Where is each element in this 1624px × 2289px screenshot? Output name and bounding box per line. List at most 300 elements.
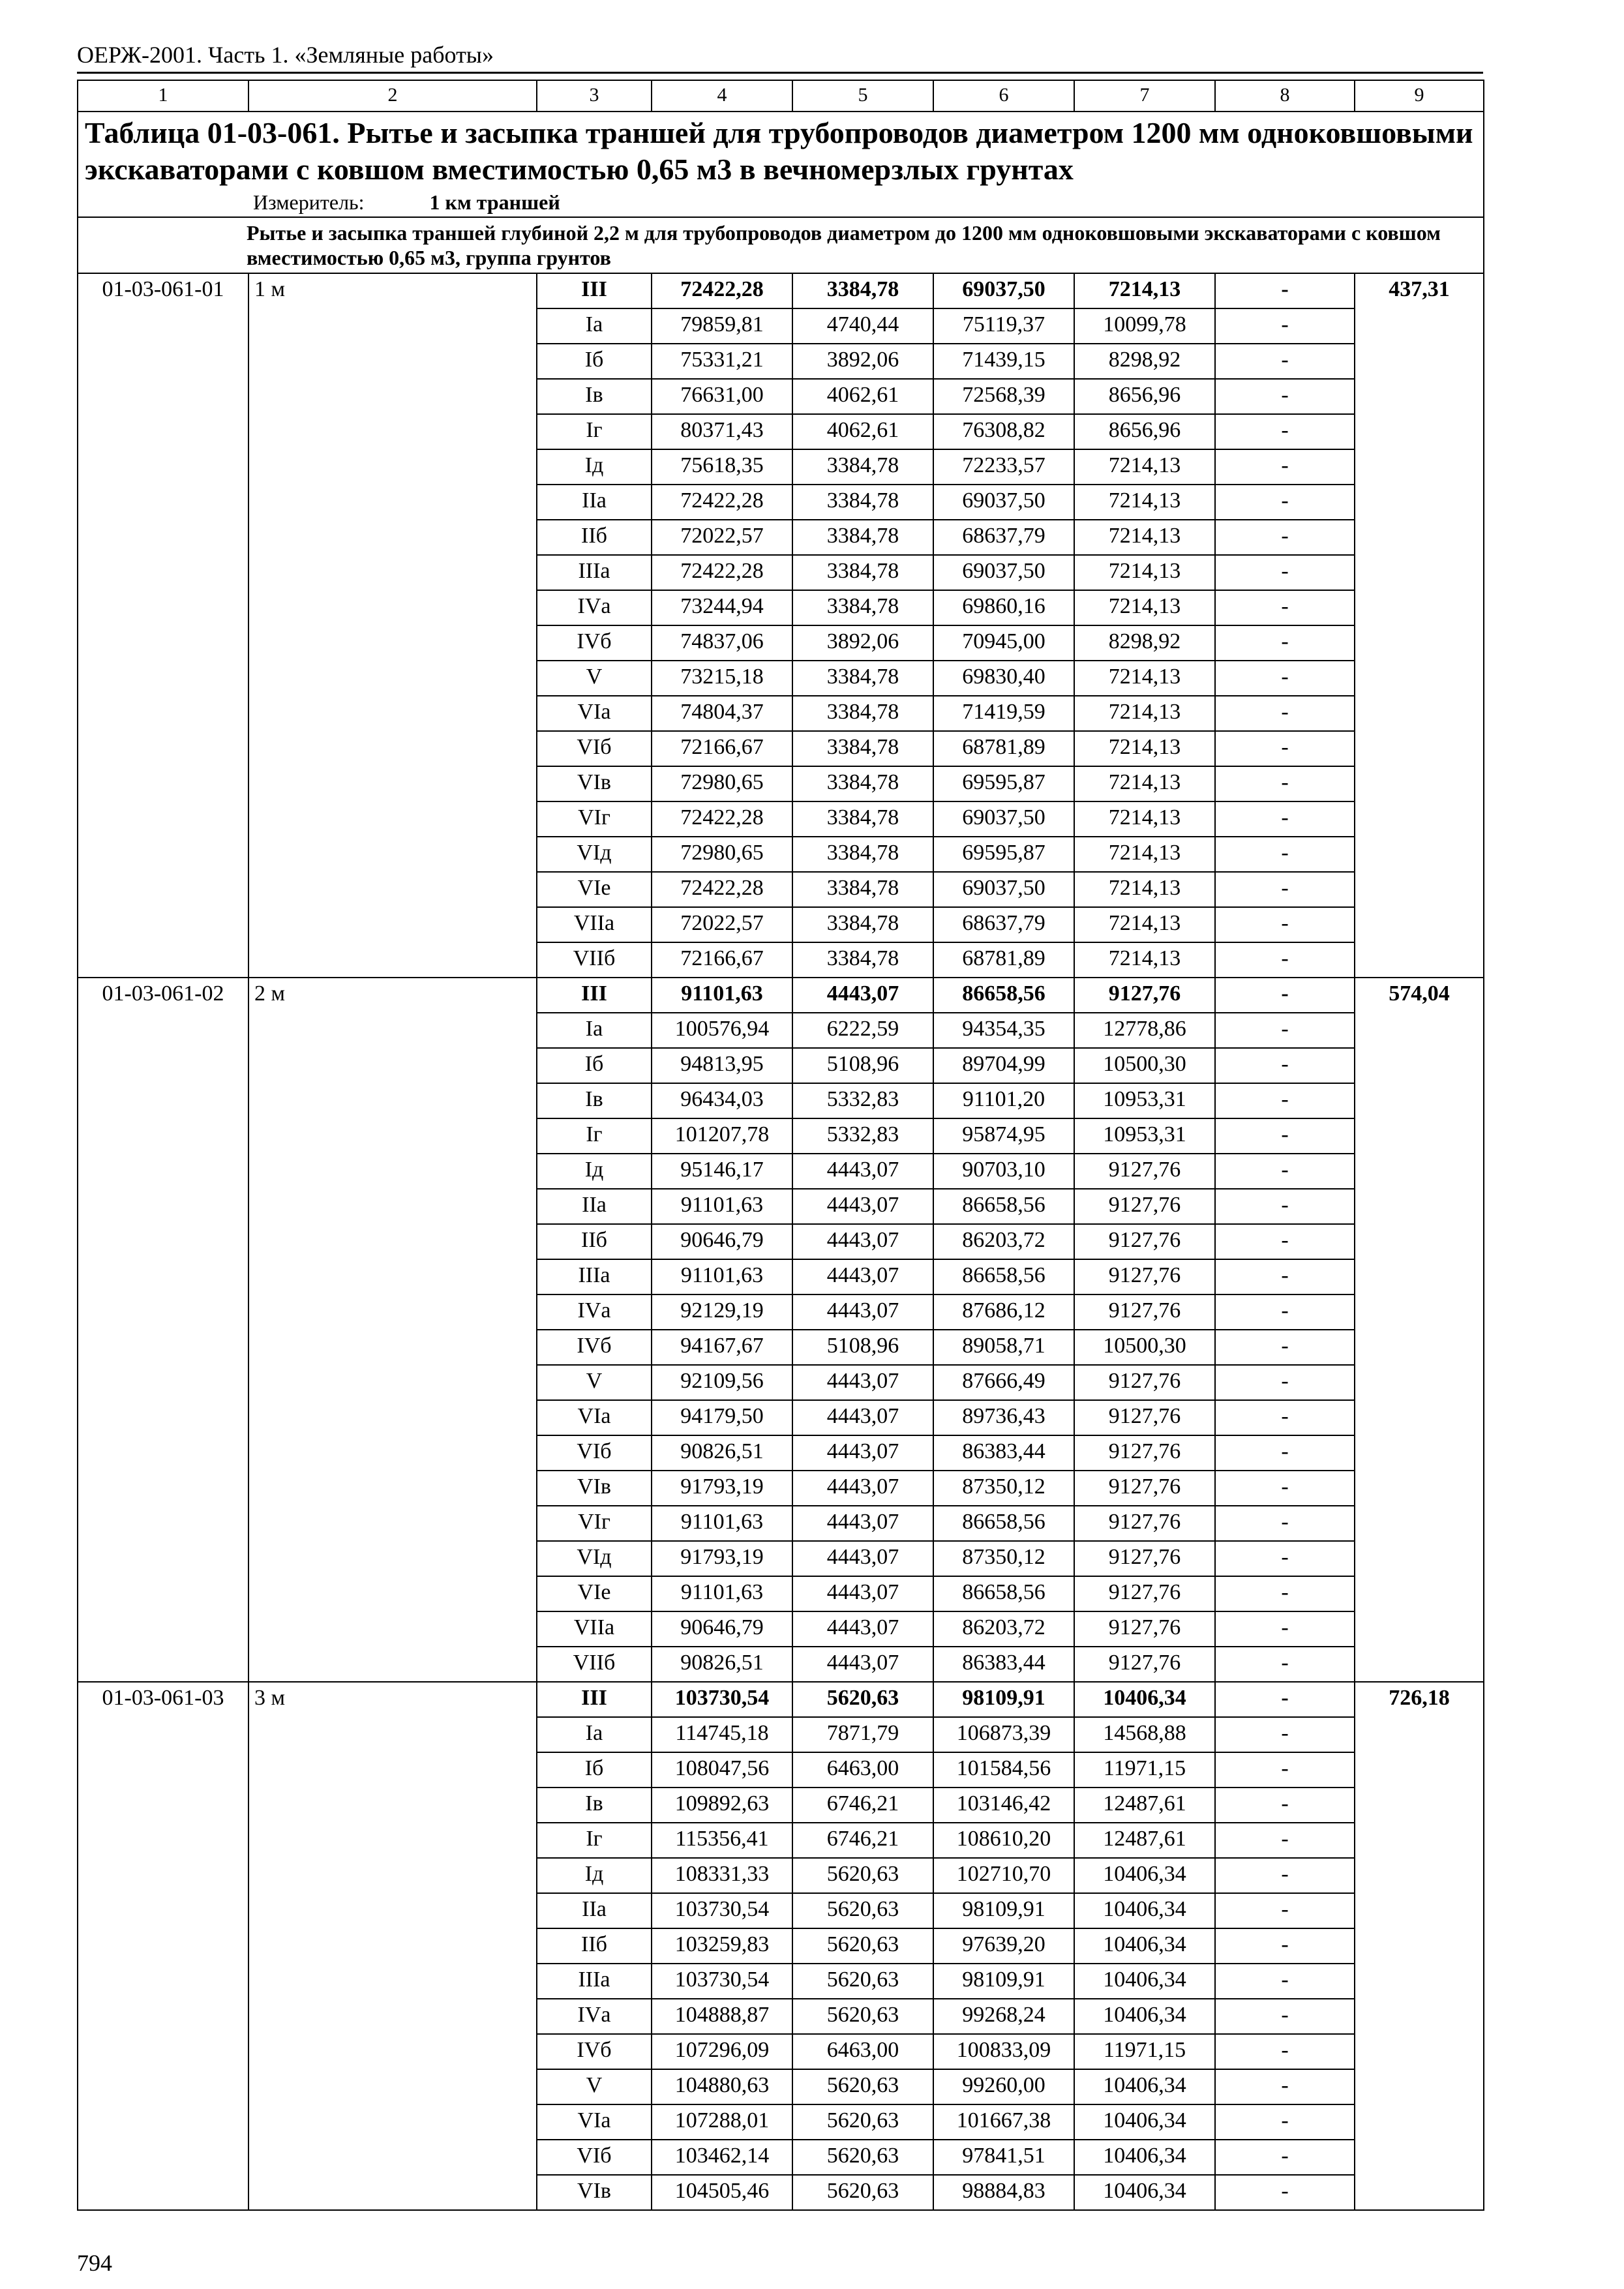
operator-wages: 10406,34 (1074, 2175, 1215, 2210)
machine-cost: 69860,16 (933, 590, 1074, 625)
operator-wages: 7214,13 (1074, 520, 1215, 555)
materials-cost: - (1215, 1893, 1355, 1928)
materials-cost: - (1215, 344, 1355, 379)
column-number: 6 (933, 80, 1074, 112)
machine-cost: 68637,79 (933, 907, 1074, 942)
soil-group: Iг (537, 414, 652, 449)
page-number: 794 (77, 2250, 112, 2276)
operator-wages: 9127,76 (1074, 1259, 1215, 1294)
operator-wages: 10406,34 (1074, 2104, 1215, 2140)
labor-cost: 3384,78 (792, 837, 933, 872)
direct-cost: 91101,63 (652, 1189, 792, 1224)
labor-cost: 5108,96 (792, 1330, 933, 1365)
table-subtitle: Рытье и засыпка траншей глубиной 2,2 м для трубопроводов диаметром до 1200 мм одноковшовыми экскаваторами с ковшом вместимостью 0,65 м3, группа грунтов (78, 217, 1484, 273)
labor-cost: 4443,07 (792, 1506, 933, 1541)
operator-wages: 10099,78 (1074, 308, 1215, 344)
materials-cost: - (1215, 1611, 1355, 1647)
direct-cost: 72422,28 (652, 801, 792, 837)
operator-wages: 9127,76 (1074, 1294, 1215, 1330)
operator-wages: 10406,34 (1074, 1682, 1215, 1717)
operator-wages: 8298,92 (1074, 344, 1215, 379)
direct-cost: 103730,54 (652, 1893, 792, 1928)
machine-cost: 86383,44 (933, 1435, 1074, 1471)
direct-cost: 103730,54 (652, 1682, 792, 1717)
operator-wages: 10406,34 (1074, 1999, 1215, 2034)
materials-cost: - (1215, 2175, 1355, 2210)
direct-cost: 90646,79 (652, 1224, 792, 1259)
machine-cost: 101584,56 (933, 1752, 1074, 1788)
operator-wages: 10406,34 (1074, 2069, 1215, 2104)
machine-cost: 68781,89 (933, 942, 1074, 978)
operator-wages: 7214,13 (1074, 555, 1215, 590)
operator-wages: 10406,34 (1074, 1964, 1215, 1999)
operator-wages: 14568,88 (1074, 1717, 1215, 1752)
column-number: 7 (1074, 80, 1215, 112)
direct-cost: 76631,00 (652, 379, 792, 414)
unit-label: Измеритель: (253, 190, 365, 214)
machine-cost: 69595,87 (933, 766, 1074, 801)
soil-group: IIа (537, 485, 652, 520)
column-number: 1 (78, 80, 248, 112)
soil-group: Iг (537, 1118, 652, 1154)
soil-group: III (537, 978, 652, 1013)
operator-wages: 9127,76 (1074, 1541, 1215, 1576)
machine-cost: 102710,70 (933, 1858, 1074, 1893)
direct-cost: 74804,37 (652, 696, 792, 731)
materials-cost: - (1215, 449, 1355, 485)
operator-wages: 7214,13 (1074, 485, 1215, 520)
soil-group: IIб (537, 520, 652, 555)
machine-cost: 89058,71 (933, 1330, 1074, 1365)
direct-cost: 74837,06 (652, 625, 792, 661)
materials-cost: - (1215, 1330, 1355, 1365)
soil-group: VIIб (537, 942, 652, 978)
labor-cost: 7871,79 (792, 1717, 933, 1752)
labor-hours-total: 726,18 (1355, 1682, 1484, 2210)
soil-group: VIа (537, 696, 652, 731)
soil-group: V (537, 2069, 652, 2104)
materials-cost: - (1215, 978, 1355, 1013)
trench-depth: 2 м (248, 978, 537, 1682)
machine-cost: 98109,91 (933, 1682, 1074, 1717)
soil-group: VIIа (537, 907, 652, 942)
direct-cost: 107296,09 (652, 2034, 792, 2069)
labor-cost: 5332,83 (792, 1083, 933, 1118)
labor-cost: 4443,07 (792, 1576, 933, 1611)
machine-cost: 98884,83 (933, 2175, 1074, 2210)
direct-cost: 75618,35 (652, 449, 792, 485)
direct-cost: 91101,63 (652, 1576, 792, 1611)
direct-cost: 91101,63 (652, 978, 792, 1013)
materials-cost: - (1215, 1647, 1355, 1682)
operator-wages: 7214,13 (1074, 907, 1215, 942)
direct-cost: 72166,67 (652, 942, 792, 978)
operator-wages: 9127,76 (1074, 1154, 1215, 1189)
labor-cost: 5108,96 (792, 1048, 933, 1083)
machine-cost: 86383,44 (933, 1647, 1074, 1682)
labor-cost: 4443,07 (792, 1154, 933, 1189)
labor-cost: 3384,78 (792, 661, 933, 696)
soil-group: IIIа (537, 1259, 652, 1294)
materials-cost: - (1215, 1506, 1355, 1541)
soil-group: IIа (537, 1189, 652, 1224)
direct-cost: 72422,28 (652, 555, 792, 590)
column-number: 5 (792, 80, 933, 112)
materials-cost: - (1215, 1541, 1355, 1576)
labor-cost: 3384,78 (792, 485, 933, 520)
soil-group: Iв (537, 379, 652, 414)
column-number-row (78, 80, 1484, 112)
machine-cost: 72568,39 (933, 379, 1074, 414)
machine-cost: 89736,43 (933, 1400, 1074, 1435)
soil-group: VIв (537, 1471, 652, 1506)
soil-group: V (537, 661, 652, 696)
soil-group: VIа (537, 2104, 652, 2140)
direct-cost: 94813,95 (652, 1048, 792, 1083)
machine-cost: 87686,12 (933, 1294, 1074, 1330)
materials-cost: - (1215, 590, 1355, 625)
operator-wages: 9127,76 (1074, 1576, 1215, 1611)
materials-cost: - (1215, 1048, 1355, 1083)
direct-cost: 109892,63 (652, 1788, 792, 1823)
labor-cost: 5332,83 (792, 1118, 933, 1154)
direct-cost: 72166,67 (652, 731, 792, 766)
soil-group: Iг (537, 1823, 652, 1858)
labor-cost: 5620,63 (792, 1964, 933, 1999)
subtitle-row (78, 217, 1484, 273)
machine-cost: 86203,72 (933, 1224, 1074, 1259)
direct-cost: 72422,28 (652, 485, 792, 520)
labor-cost: 5620,63 (792, 1682, 933, 1717)
direct-cost: 92109,56 (652, 1365, 792, 1400)
machine-cost: 106873,39 (933, 1717, 1074, 1752)
machine-cost: 72233,57 (933, 449, 1074, 485)
operator-wages: 10406,34 (1074, 1858, 1215, 1893)
direct-cost: 103462,14 (652, 2140, 792, 2175)
labor-cost: 6746,21 (792, 1823, 933, 1858)
materials-cost: - (1215, 1999, 1355, 2034)
materials-cost: - (1215, 837, 1355, 872)
soil-group: VIд (537, 1541, 652, 1576)
soil-group: Iб (537, 1048, 652, 1083)
machine-cost: 95874,95 (933, 1118, 1074, 1154)
soil-group: IIб (537, 1928, 652, 1964)
labor-cost: 3384,78 (792, 731, 933, 766)
direct-cost: 73215,18 (652, 661, 792, 696)
operator-wages: 9127,76 (1074, 1611, 1215, 1647)
materials-cost: - (1215, 520, 1355, 555)
direct-cost: 73244,94 (652, 590, 792, 625)
machine-cost: 87666,49 (933, 1365, 1074, 1400)
soil-group: Iв (537, 1083, 652, 1118)
title-cell (78, 112, 1484, 217)
labor-cost: 3384,78 (792, 520, 933, 555)
soil-group: Iб (537, 1752, 652, 1788)
materials-cost: - (1215, 1365, 1355, 1400)
direct-cost: 100576,94 (652, 1013, 792, 1048)
labor-cost: 3892,06 (792, 344, 933, 379)
table-row (78, 1682, 1484, 1717)
machine-cost: 99268,24 (933, 1999, 1074, 2034)
direct-cost: 95146,17 (652, 1154, 792, 1189)
soil-group: VIе (537, 872, 652, 907)
operator-wages: 10406,34 (1074, 1928, 1215, 1964)
machine-cost: 75119,37 (933, 308, 1074, 344)
direct-cost: 75331,21 (652, 344, 792, 379)
machine-cost: 108610,20 (933, 1823, 1074, 1858)
rate-code: 01-03-061-01 (78, 273, 248, 978)
soil-group: IVа (537, 590, 652, 625)
labor-cost: 4443,07 (792, 1400, 933, 1435)
soil-group: VIIб (537, 1647, 652, 1682)
column-number: 8 (1215, 80, 1355, 112)
machine-cost: 86658,56 (933, 1259, 1074, 1294)
soil-group: IVб (537, 2034, 652, 2069)
operator-wages: 7214,13 (1074, 273, 1215, 308)
table-title: Таблица 01-03-061. Рытье и засыпка траншей для трубопроводов диаметром 1200 мм одноковшовыми экскаваторами с ковшом вместимостью 0,65 м3 в вечномерзлых грунтах (85, 116, 1473, 186)
materials-cost: - (1215, 1083, 1355, 1118)
direct-cost: 72422,28 (652, 273, 792, 308)
labor-cost: 5620,63 (792, 2140, 933, 2175)
machine-cost: 94354,35 (933, 1013, 1074, 1048)
machine-cost: 86658,56 (933, 1506, 1074, 1541)
materials-cost: - (1215, 1189, 1355, 1224)
materials-cost: - (1215, 696, 1355, 731)
labor-cost: 3384,78 (792, 766, 933, 801)
labor-cost: 4443,07 (792, 1365, 933, 1400)
materials-cost: - (1215, 625, 1355, 661)
soil-group: V (537, 1365, 652, 1400)
operator-wages: 10500,30 (1074, 1048, 1215, 1083)
soil-group: Iд (537, 1154, 652, 1189)
materials-cost: - (1215, 1823, 1355, 1858)
machine-cost: 89704,99 (933, 1048, 1074, 1083)
machine-cost: 86658,56 (933, 1189, 1074, 1224)
soil-group: VIб (537, 731, 652, 766)
materials-cost: - (1215, 414, 1355, 449)
operator-wages: 8298,92 (1074, 625, 1215, 661)
labor-cost: 5620,63 (792, 2175, 933, 2210)
direct-cost: 91101,63 (652, 1506, 792, 1541)
direct-cost: 94167,67 (652, 1330, 792, 1365)
soil-group: III (537, 273, 652, 308)
soil-group: Iв (537, 1788, 652, 1823)
direct-cost: 72980,65 (652, 837, 792, 872)
labor-cost: 3384,78 (792, 872, 933, 907)
column-number: 3 (537, 80, 652, 112)
soil-group: VIа (537, 1400, 652, 1435)
materials-cost: - (1215, 1682, 1355, 1717)
labor-hours-total: 437,31 (1355, 273, 1484, 978)
operator-wages: 10500,30 (1074, 1330, 1215, 1365)
operator-wages: 7214,13 (1074, 872, 1215, 907)
operator-wages: 7214,13 (1074, 766, 1215, 801)
direct-cost: 91101,63 (652, 1259, 792, 1294)
soil-group: IVб (537, 1330, 652, 1365)
soil-group: IVа (537, 1294, 652, 1330)
direct-cost: 90826,51 (652, 1435, 792, 1471)
soil-group: IIIа (537, 1964, 652, 1999)
machine-cost: 91101,20 (933, 1083, 1074, 1118)
materials-cost: - (1215, 1717, 1355, 1752)
soil-group: VIв (537, 766, 652, 801)
soil-group: Iа (537, 308, 652, 344)
direct-cost: 115356,41 (652, 1823, 792, 1858)
direct-cost: 107288,01 (652, 2104, 792, 2140)
machine-cost: 86658,56 (933, 1576, 1074, 1611)
operator-wages: 9127,76 (1074, 1189, 1215, 1224)
materials-cost: - (1215, 555, 1355, 590)
title-row (78, 112, 1484, 217)
direct-cost: 103730,54 (652, 1964, 792, 1999)
machine-cost: 69037,50 (933, 801, 1074, 837)
direct-cost: 90646,79 (652, 1611, 792, 1647)
direct-cost: 108331,33 (652, 1858, 792, 1893)
machine-cost: 69037,50 (933, 872, 1074, 907)
operator-wages: 7214,13 (1074, 590, 1215, 625)
machine-cost: 100833,09 (933, 2034, 1074, 2069)
machine-cost: 97639,20 (933, 1928, 1074, 1964)
soil-group: Iд (537, 449, 652, 485)
soil-group: Iа (537, 1717, 652, 1752)
price-table (77, 80, 1484, 2211)
direct-cost: 103259,83 (652, 1928, 792, 1964)
materials-cost: - (1215, 1788, 1355, 1823)
soil-group: VIб (537, 1435, 652, 1471)
machine-cost: 68781,89 (933, 731, 1074, 766)
soil-group: IVб (537, 625, 652, 661)
trench-depth: 3 м (248, 1682, 537, 2210)
machine-cost: 101667,38 (933, 2104, 1074, 2140)
materials-cost: - (1215, 273, 1355, 308)
materials-cost: - (1215, 2034, 1355, 2069)
unit-value: 1 км траншей (429, 190, 560, 214)
soil-group: VIб (537, 2140, 652, 2175)
operator-wages: 12487,61 (1074, 1823, 1215, 1858)
materials-cost: - (1215, 1400, 1355, 1435)
labor-cost: 4443,07 (792, 1611, 933, 1647)
soil-group: VIг (537, 1506, 652, 1541)
labor-cost: 5620,63 (792, 1928, 933, 1964)
operator-wages: 10953,31 (1074, 1083, 1215, 1118)
direct-cost: 91793,19 (652, 1541, 792, 1576)
materials-cost: - (1215, 1752, 1355, 1788)
materials-cost: - (1215, 661, 1355, 696)
labor-cost: 4740,44 (792, 308, 933, 344)
machine-cost: 76308,82 (933, 414, 1074, 449)
operator-wages: 8656,96 (1074, 379, 1215, 414)
machine-cost: 98109,91 (933, 1964, 1074, 1999)
running-header: ОЕРЖ-2001. Часть 1. «Земляные работы» (77, 42, 494, 68)
machine-cost: 71419,59 (933, 696, 1074, 731)
machine-cost: 70945,00 (933, 625, 1074, 661)
labor-cost: 3384,78 (792, 555, 933, 590)
materials-cost: - (1215, 1928, 1355, 1964)
direct-cost: 92129,19 (652, 1294, 792, 1330)
labor-cost: 3384,78 (792, 907, 933, 942)
soil-group: VIIа (537, 1611, 652, 1647)
materials-cost: - (1215, 379, 1355, 414)
labor-cost: 3384,78 (792, 696, 933, 731)
operator-wages: 11971,15 (1074, 1752, 1215, 1788)
operator-wages: 9127,76 (1074, 1224, 1215, 1259)
direct-cost: 108047,56 (652, 1752, 792, 1788)
materials-cost: - (1215, 872, 1355, 907)
materials-cost: - (1215, 1013, 1355, 1048)
machine-cost: 69037,50 (933, 273, 1074, 308)
labor-cost: 5620,63 (792, 2069, 933, 2104)
machine-cost: 90703,10 (933, 1154, 1074, 1189)
operator-wages: 9127,76 (1074, 1471, 1215, 1506)
operator-wages: 7214,13 (1074, 696, 1215, 731)
labor-cost: 4443,07 (792, 1189, 933, 1224)
machine-cost: 69830,40 (933, 661, 1074, 696)
materials-cost: - (1215, 1471, 1355, 1506)
operator-wages: 9127,76 (1074, 1647, 1215, 1682)
materials-cost: - (1215, 801, 1355, 837)
operator-wages: 10406,34 (1074, 1893, 1215, 1928)
labor-cost: 6463,00 (792, 2034, 933, 2069)
materials-cost: - (1215, 1964, 1355, 1999)
labor-hours-total: 574,04 (1355, 978, 1484, 1682)
machine-cost: 68637,79 (933, 520, 1074, 555)
labor-cost: 4443,07 (792, 1224, 933, 1259)
rate-code: 01-03-061-03 (78, 1682, 248, 2210)
labor-cost: 5620,63 (792, 1999, 933, 2034)
rate-code: 01-03-061-02 (78, 978, 248, 1682)
soil-group: Iд (537, 1858, 652, 1893)
operator-wages: 7214,13 (1074, 731, 1215, 766)
operator-wages: 7214,13 (1074, 801, 1215, 837)
materials-cost: - (1215, 485, 1355, 520)
operator-wages: 9127,76 (1074, 1435, 1215, 1471)
machine-cost: 98109,91 (933, 1893, 1074, 1928)
machine-cost: 87350,12 (933, 1471, 1074, 1506)
direct-cost: 104880,63 (652, 2069, 792, 2104)
direct-cost: 72022,57 (652, 907, 792, 942)
machine-cost: 87350,12 (933, 1541, 1074, 1576)
direct-cost: 72422,28 (652, 872, 792, 907)
soil-group: IVа (537, 1999, 652, 2034)
operator-wages: 8656,96 (1074, 414, 1215, 449)
labor-cost: 6222,59 (792, 1013, 933, 1048)
direct-cost: 104505,46 (652, 2175, 792, 2210)
labor-cost: 5620,63 (792, 1858, 933, 1893)
soil-group: VIг (537, 801, 652, 837)
operator-wages: 9127,76 (1074, 978, 1215, 1013)
machine-cost: 86203,72 (933, 1611, 1074, 1647)
machine-cost: 86658,56 (933, 978, 1074, 1013)
materials-cost: - (1215, 731, 1355, 766)
operator-wages: 12487,61 (1074, 1788, 1215, 1823)
soil-group: Iб (537, 344, 652, 379)
labor-cost: 4443,07 (792, 1541, 933, 1576)
direct-cost: 96434,03 (652, 1083, 792, 1118)
operator-wages: 10406,34 (1074, 2140, 1215, 2175)
machine-cost: 69595,87 (933, 837, 1074, 872)
materials-cost: - (1215, 1294, 1355, 1330)
table-row (78, 978, 1484, 1013)
labor-cost: 3384,78 (792, 590, 933, 625)
direct-cost: 101207,78 (652, 1118, 792, 1154)
operator-wages: 11971,15 (1074, 2034, 1215, 2069)
column-number: 2 (248, 80, 537, 112)
labor-cost: 5620,63 (792, 1893, 933, 1928)
labor-cost: 4062,61 (792, 379, 933, 414)
machine-cost: 103146,42 (933, 1788, 1074, 1823)
materials-cost: - (1215, 766, 1355, 801)
labor-cost: 3384,78 (792, 449, 933, 485)
